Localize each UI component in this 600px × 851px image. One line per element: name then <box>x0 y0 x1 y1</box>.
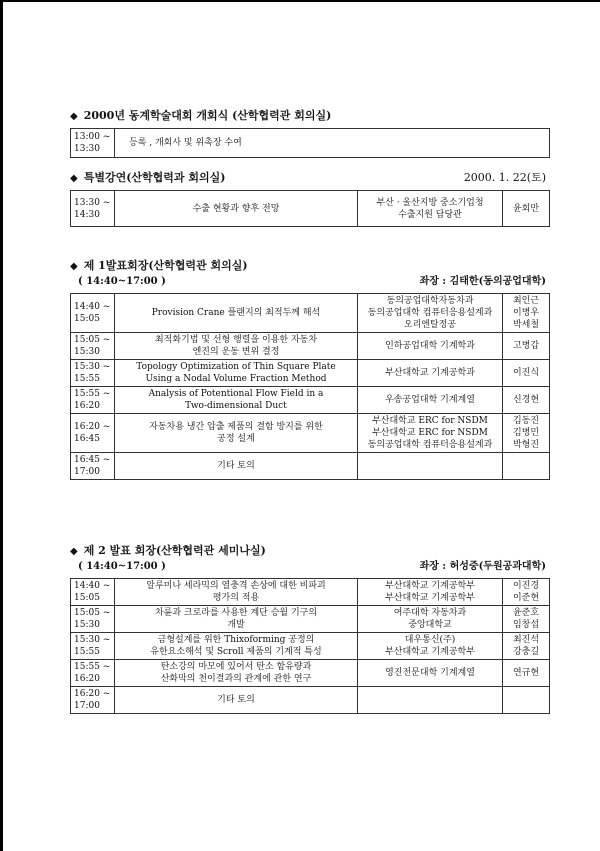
affiliation-cell: 영진전문대학 기계계열 <box>358 660 503 687</box>
title-cell: Analysis of Potentional Flow Field in a Two-dimensional Duct <box>115 387 358 414</box>
title-cell: 알루미나 세라믹의 열충격 손상에 대한 비파괴 평가의 적용 <box>115 579 358 606</box>
title-cell: 금형설계를 위한 Thixoforming 공정의 유한요소해석 및 Scroll 제품의 기계적 특성 <box>115 633 358 660</box>
session2-subrow <box>70 559 550 574</box>
title-cell: 최적화기법 및 선형 행렬을 이용한 자동차 엔진의 운동 변위 결정 <box>115 333 358 360</box>
affiliation-cell: 인하공업대학 기계학과 <box>358 333 503 360</box>
speaker-cell <box>503 453 550 480</box>
session1-section <box>70 258 550 480</box>
speaker-cell: 김동진 김병민 박형진 <box>503 414 550 453</box>
speaker-cell: 윤준호 임창섭 <box>503 606 550 633</box>
speaker-cell: 고병갑 <box>503 333 550 360</box>
session2-time-range: ( 14:40~17:00 ) <box>78 561 166 572</box>
opening-heading <box>70 108 550 124</box>
session2-table <box>70 578 550 714</box>
table-row <box>71 660 550 687</box>
table-row <box>71 387 550 414</box>
time-cell: 14:40 ~ 15:05 <box>71 579 115 606</box>
time-cell: 15:30 ~ 15:55 <box>71 360 115 387</box>
diamond-icon: ◆ <box>70 173 78 184</box>
special-heading <box>70 170 550 186</box>
affiliation-cell <box>358 453 503 480</box>
table-row <box>71 294 550 333</box>
table-row <box>71 191 550 227</box>
affiliation-cell: 부산대학교 ERC for NSDM 부산대학교 ERC for NSDM 동의공업대학 컴퓨터응용설계과 <box>358 414 503 453</box>
scan-edge-top <box>0 0 600 2</box>
diamond-icon: ◆ <box>70 546 78 557</box>
session2-heading <box>70 543 550 559</box>
session1-subrow <box>70 274 550 289</box>
opening-heading-text: 2000년 동계학술대회 개회식 (산학협력관 회의실) <box>83 109 332 122</box>
speaker-cell: 이진경 이준현 <box>503 579 550 606</box>
session2-section <box>70 543 550 714</box>
time-cell: 15:55 ~ 16:20 <box>71 660 115 687</box>
title-cell: 탄소강의 마모에 있어서 탄소 함유량과 산화막의 천이결과의 관계에 관한 연구 <box>115 660 358 687</box>
time-cell: 15:05 ~ 15:30 <box>71 606 115 633</box>
table-row <box>71 414 550 453</box>
time-cell: 15:30 ~ 15:55 <box>71 633 115 660</box>
title-cell: 차륜과 크로라를 사용한 계단 승월 기구의 개발 <box>115 606 358 633</box>
table-row <box>71 453 550 480</box>
speaker-cell: 이진식 <box>503 360 550 387</box>
session1-heading <box>70 258 550 274</box>
speaker-cell: 최진석 강충길 <box>503 633 550 660</box>
diamond-icon: ◆ <box>70 261 78 272</box>
time-cell: 15:55 ~ 16:20 <box>71 387 115 414</box>
table-row <box>71 579 550 606</box>
session2-chair: 좌장 : 허성중(두원공과대학) <box>419 561 546 572</box>
special-section <box>70 170 550 227</box>
affiliation-cell: 여주대학 자동차과 중앙대학교 <box>358 606 503 633</box>
opening-table <box>70 128 550 158</box>
table-row <box>71 129 550 158</box>
speaker-cell: 최인근 이병우 박세철 <box>503 294 550 333</box>
title-cell: Topology Optimization of Thin Square Plate Using a Nodal Volume Fraction Method <box>115 360 358 387</box>
time-cell: 15:05 ~ 15:30 <box>71 333 115 360</box>
affiliation-cell: 부산대학교 기계공학부 부산대학교 기계공학부 <box>358 579 503 606</box>
session1-heading-text: 제 1발표회장(산학협력관 회의실) <box>83 259 248 272</box>
speaker-cell: 신경현 <box>503 387 550 414</box>
title-cell: 기타 토의 <box>115 453 358 480</box>
table-row <box>71 687 550 714</box>
special-heading-text: 특별강연(산학협력과 회의실) <box>83 171 226 184</box>
session1-table <box>70 293 550 480</box>
table-row <box>71 633 550 660</box>
time-cell: 13:30 ~ 14:30 <box>71 191 115 227</box>
affiliation-cell: 부산 · 울산지방 중소기업청 수출지원 담당관 <box>358 191 503 227</box>
speaker-cell <box>503 687 550 714</box>
scan-edge-left <box>0 0 3 851</box>
special-table <box>70 190 550 227</box>
time-cell: 16:20 ~ 17:00 <box>71 687 115 714</box>
affiliation-cell: 우송공업대학 기계계열 <box>358 387 503 414</box>
affiliation-cell <box>358 687 503 714</box>
opening-section <box>70 108 550 158</box>
affiliation-cell: 부산대학교 기계공학과 <box>358 360 503 387</box>
time-cell: 14:40 ~ 15:05 <box>71 294 115 333</box>
table-row <box>71 606 550 633</box>
affiliation-cell: 동의공업대학자동차과 동의공업대학 컴퓨터응용설계과 오리엔탈정공 <box>358 294 503 333</box>
time-cell: 16:45 ~ 17:00 <box>71 453 115 480</box>
affiliation-cell: 대우통신(주) 부산대학교 기계공학부 <box>358 633 503 660</box>
title-cell: 수출 현황과 향후 전망 <box>115 191 358 227</box>
table-row <box>71 360 550 387</box>
session2-heading-text: 제 2 발표 회장(산학협력관 세미나실) <box>83 544 266 557</box>
diamond-icon: ◆ <box>70 111 78 122</box>
time-cell: 13:00 ~ 13:30 <box>71 129 115 158</box>
speaker-cell: 윤회만 <box>503 191 550 227</box>
special-date: 2000. 1. 22(토) <box>463 171 546 184</box>
table-row <box>71 333 550 360</box>
session1-chair: 좌장 : 김태한(동의공업대학) <box>419 276 546 287</box>
session1-time-range: ( 14:40~17:00 ) <box>78 276 166 287</box>
speaker-cell: 연규현 <box>503 660 550 687</box>
title-cell: 자동차용 냉간 압출 제품의 결함 방지를 위한 공정 설계 <box>115 414 358 453</box>
title-cell: Provision Crane 플랜지의 최적두께 해석 <box>115 294 358 333</box>
title-cell: 기타 토의 <box>115 687 358 714</box>
time-cell: 16:20 ~ 16:45 <box>71 414 115 453</box>
event-cell: 등록 , 개회사 및 위촉장 수여 <box>115 129 550 158</box>
